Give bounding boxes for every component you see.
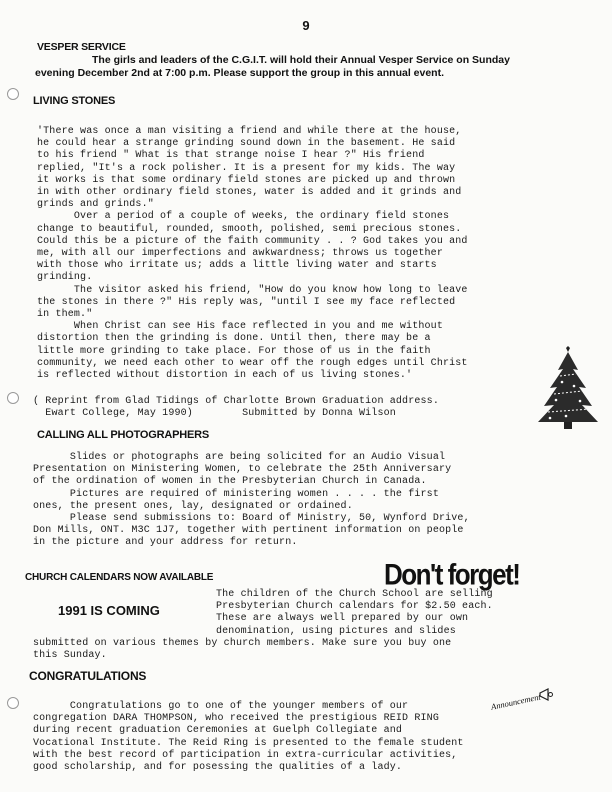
- text-line: me, with all our imperfections and awkwardness; throws us together: [37, 248, 443, 260]
- text-line: in them.": [37, 309, 93, 321]
- text-line: in with other ordinary field stones, water is added and it grinds and: [37, 187, 462, 199]
- text-line: of the ordination of women in the Presbyterian Church in Canada.: [33, 476, 427, 488]
- text-line: When Christ can see His face reflected in you and me without: [37, 321, 443, 333]
- living-stones-body: [37, 126, 468, 382]
- text-line: Slides or photographs are being solicited for an Audio Visual: [33, 452, 446, 463]
- congratulations-body: [33, 701, 464, 774]
- text-line: this Sunday.: [33, 650, 107, 662]
- text-line: congregation DARA THOMPSON, who received the prestigious REID RING: [33, 713, 439, 725]
- punch-hole-bottom: [7, 697, 19, 709]
- text-line: it works is that some ordinary field stones are picked up and thrown: [37, 174, 456, 186]
- text-line: These are always well prepared by our own: [216, 613, 469, 625]
- text-line: Could this be a picture of the faith community . . ? God takes you and: [37, 235, 468, 247]
- text-line: The visitor asked his friend, "How do you know how long to leave: [37, 284, 468, 296]
- text-line: submitted on various themes by church members. Make sure you buy one: [33, 638, 452, 649]
- text-line: Pictures are required of ministering women . . . . the first: [33, 488, 439, 500]
- text-line: Presentation on Ministering Women, to celebrate the 25th Anniversary: [33, 464, 452, 476]
- text-line: distortion then the grinding is done. Until then, there may be a: [37, 333, 431, 345]
- dont-forget-banner: Don't forget!: [384, 557, 520, 592]
- text-line: change to beautiful, rounded, smooth, polished, semi precious stones.: [37, 223, 462, 235]
- photographers-body: [33, 452, 470, 550]
- text-line: Presbyterian Church calendars for $2.50 each.: [216, 601, 493, 613]
- text-line: with those who irritate us; adds a little living water and starts: [37, 260, 437, 272]
- reprint-line-1: ( Reprint from Glad Tidings of Charlotte Brown Graduation address.: [33, 396, 439, 407]
- announcement-stamp: [490, 688, 560, 714]
- christmas-tree-icon: [536, 346, 600, 430]
- text-line: community, we need each other to wear off the rough edges until Christ: [37, 357, 468, 369]
- text-line: Don Mills, ONT. M3C 1J7, together with pertinent information on people: [33, 525, 464, 537]
- announcement-label: Announcement: [490, 691, 542, 712]
- punch-hole-top: [7, 88, 19, 100]
- text-line: in the picture and your address for return.: [33, 537, 298, 549]
- text-line: grinds and grinds.": [37, 199, 154, 211]
- calendars-heading: CHURCH CALENDARS NOW AVAILABLE: [25, 572, 214, 583]
- calendars-right-column: [216, 589, 493, 638]
- text-line: Vocational Institute. The Reid Ring is presented to the female student: [33, 737, 464, 749]
- text-line: to his friend " What is that strange noise I hear ?" His friend: [37, 150, 425, 162]
- text-line: grinding.: [37, 272, 93, 284]
- text-line: Over a period of a couple of weeks, the ordinary field stones: [37, 211, 450, 223]
- text-line: The children of the Church School are selling: [216, 589, 493, 600]
- calendars-body: [33, 638, 451, 662]
- living-stones-heading: LIVING STONES: [33, 95, 116, 107]
- text-line: 'There was once a man visiting a friend and while there at the house,: [37, 126, 462, 137]
- text-line: Congratulations go to one of the younger members of our: [33, 701, 409, 712]
- vesper-line-1: The girls and leaders of the C.G.I.T. will hold their Annual Vesper Service on Sunday: [92, 54, 510, 66]
- vesper-line-2: evening December 2nd at 7:00 p.m. Please support the group in this annual event.: [35, 67, 445, 79]
- page-number: 9: [302, 18, 310, 33]
- coming-subheading: 1991 IS COMING: [58, 603, 160, 618]
- text-line: replied, "It's a rock polisher. It is a present for my kids. The way: [37, 162, 456, 174]
- text-line: ones, the present ones, lay, designated or ordained.: [33, 500, 353, 512]
- congratulations-heading: CONGRATULATIONS: [29, 669, 147, 683]
- punch-hole-middle: [7, 392, 19, 404]
- text-line: with the best record of participation in extra-curricular activities,: [33, 749, 458, 761]
- vesper-heading: VESPER SERVICE: [37, 41, 126, 53]
- text-line: good scholarship, and for posessing the qualities of a lady.: [33, 762, 403, 774]
- text-line: little more grinding to take place. For those of us in the faith: [37, 345, 431, 357]
- megaphone-icon: [538, 688, 554, 702]
- text-line: the stones in there ?" His reply was, "until I see my face reflected: [37, 296, 456, 308]
- text-line: is reflected without distortion in each of us living stones.': [37, 370, 413, 382]
- reprint-line-2: Ewart College, May 1990) Submitted by Donna Wilson: [33, 408, 396, 419]
- text-line: he could hear a strange grinding sound down in the basement. He said: [37, 138, 456, 150]
- photographers-heading: CALLING ALL PHOTOGRAPHERS: [37, 429, 210, 441]
- text-line: during recent graduation Ceremonies at Guelph Collegiate and: [33, 725, 403, 737]
- text-line: denomination, using pictures and slides: [216, 625, 456, 637]
- text-line: Please send submissions to: Board of Ministry, 50, Wynford Drive,: [33, 513, 470, 525]
